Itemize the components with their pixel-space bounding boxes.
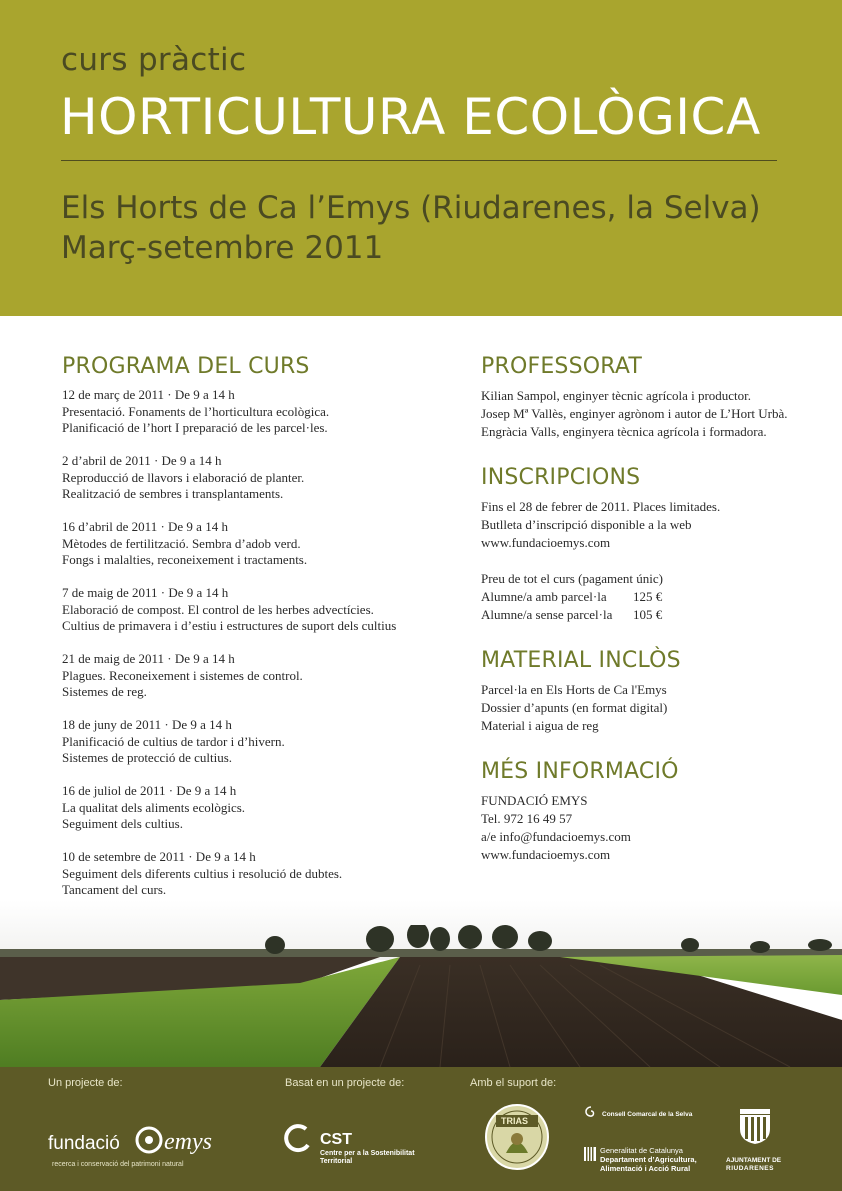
ajuntament-riudarenes-logo[interactable] [722, 1107, 792, 1177]
more-info-title: MÉS INFORMACIÓ [481, 759, 679, 784]
contact-website[interactable]: www.fundacioemys.com [481, 847, 611, 862]
price-value: 105 € [633, 607, 663, 622]
session-item [62, 453, 452, 503]
header-divider [61, 160, 777, 161]
consell-swirl-icon [582, 1105, 600, 1123]
session-date: 12 de març de 2011 · De 9 a 14 h [62, 387, 235, 402]
material-title: MATERIAL INCLÒS [481, 648, 681, 673]
session-line: La qualitat dels aliments ecològics. [62, 799, 246, 815]
session-list [62, 387, 452, 899]
ajuntament-line1: AJUNTAMENT DE [726, 1157, 782, 1164]
session-line: Plagues. Reconeixement i sistemes de control. [62, 667, 303, 683]
session-date: 21 de maig de 2011 · De 9 a 14 h [62, 651, 235, 666]
session-line: Elaboració de compost. El control de les herbes advectícies. [62, 601, 374, 617]
session-date: 10 de setembre de 2011 · De 9 a 14 h [62, 849, 256, 864]
header-band [0, 0, 842, 316]
website-link[interactable]: www.fundacioemys.com [481, 535, 611, 550]
trias-logo[interactable] [484, 1103, 550, 1171]
programa-section [62, 354, 452, 915]
generalitat-line1: Generalitat de Catalunya [600, 1146, 683, 1155]
material-section [481, 648, 811, 735]
footer-band [0, 1067, 842, 1191]
institutions-logos [582, 1105, 722, 1175]
emys-turtle-icon [134, 1125, 164, 1155]
course-subtitle: curs pràctic [61, 42, 247, 78]
fundacio-emys-logo[interactable] [48, 1125, 248, 1175]
session-line: Tancament del curs. [62, 882, 167, 897]
contact-phone[interactable]: Tel. 972 16 49 57 [481, 811, 573, 826]
session-item [62, 387, 452, 437]
session-line: Mètodes de fertilització. Sembra d’adob verd. [62, 535, 301, 551]
session-item [62, 717, 452, 767]
price-value: 125 € [633, 589, 663, 604]
inscripcions-section [481, 465, 811, 624]
cst-logo[interactable] [284, 1123, 434, 1163]
session-item [62, 585, 452, 635]
field-landscape-image [0, 925, 842, 1067]
session-item [62, 519, 452, 569]
price-label: Alumne/a sense parcel·la [481, 607, 613, 622]
ajuntament-line2: RIUDARENES [726, 1165, 774, 1172]
trias-badge-icon [484, 1103, 550, 1171]
teacher-line: Josep Mª Vallès, enginyer agrònom i autor de L’Hort Urbà. [481, 406, 788, 421]
contact-email[interactable]: a/e info@fundacioemys.com [481, 829, 631, 844]
inscripcions-title: INSCRIPCIONS [481, 465, 641, 490]
professorat-section [481, 354, 811, 441]
material-line: Material i aigua de reg [481, 718, 599, 733]
contact-org: FUNDACIÓ EMYS [481, 793, 588, 808]
session-line: Seguiment dels diferents cultius i resolució de dubtes. [62, 865, 343, 881]
cst-name: CST [320, 1131, 352, 1148]
generalitat-flag-icon [584, 1147, 596, 1161]
session-date: 7 de maig de 2011 · De 9 a 14 h [62, 585, 229, 600]
session-date: 16 d’abril de 2011 · De 9 a 14 h [62, 519, 228, 534]
label-basat: Basat en un projecte de: [285, 1077, 405, 1089]
teacher-line: Kilian Sampol, enginyer tècnic agrícola i productor. [481, 388, 752, 403]
inscription-line: Fins el 28 de febrer de 2011. Places limitades. [481, 499, 721, 514]
session-line: Seguiment dels cultius. [62, 816, 183, 831]
cst-line1: Centre per a la Sostenibilitat [320, 1150, 415, 1157]
price-row [481, 588, 811, 606]
label-projecte: Un projecte de: [48, 1077, 123, 1089]
info-column [481, 354, 811, 864]
session-line: Planificació de l’hort I preparació de les parcel·les. [62, 420, 328, 435]
cst-ring-icon [284, 1123, 314, 1153]
cst-line2: Territorial [320, 1158, 353, 1165]
course-title: HORTICULTURA ECOLÒGICA [60, 88, 761, 146]
price-label: Alumne/a amb parcel·la [481, 589, 607, 604]
session-line: Reproducció de llavors i elaboració de planter. [62, 469, 305, 485]
session-line: Sistemes de reg. [62, 684, 147, 699]
consell-comarcal-label: Consell Comarcal de la Selva [602, 1111, 693, 1118]
session-date: 18 de juny de 2011 · De 9 a 14 h [62, 717, 232, 732]
session-line: Sistemes de protecció de cultius. [62, 750, 233, 765]
course-dates: Març-setembre 2011 [61, 230, 384, 266]
material-line: Parcel·la en Els Horts de Ca l'Emys [481, 682, 667, 697]
riudarenes-shield-icon [738, 1107, 772, 1145]
session-item [62, 849, 452, 899]
inscription-line: Butlleta d’inscripció disponible a la web [481, 517, 692, 532]
session-item [62, 783, 452, 833]
session-line: Fongs i malalties, reconeixement i tractaments. [62, 552, 308, 567]
material-line: Dossier d’apunts (en format digital) [481, 700, 668, 715]
price-row [481, 606, 811, 624]
emys-word-emys: emys [164, 1129, 212, 1155]
session-item [62, 651, 452, 701]
session-line: Cultius de primavera i d’estiu i estructures de suport dels cultius [62, 618, 397, 633]
trias-name: TRIAS [501, 1116, 528, 1126]
programa-title: PROGRAMA DEL CURS [62, 354, 310, 379]
generalitat-line3: Alimentació i Acció Rural [600, 1164, 691, 1173]
professorat-title: PROFESSORAT [481, 354, 643, 379]
session-line: Realització de sembres i transplantaments. [62, 486, 284, 501]
session-date: 16 de juliol de 2011 · De 9 a 14 h [62, 783, 237, 798]
session-line: Presentació. Fonaments de l’horticultura ecològica. [62, 403, 330, 419]
price-title: Preu de tot el curs (pagament únic) [481, 571, 663, 586]
more-info-section [481, 759, 811, 864]
session-date: 2 d’abril de 2011 · De 9 a 14 h [62, 453, 222, 468]
teacher-line: Engràcia Valls, enginyera tècnica agrícola i formadora. [481, 424, 767, 439]
generalitat-line2: Departament d’Agricultura, [600, 1155, 697, 1164]
emys-tagline: recerca i conservació del patrimoni natural [52, 1161, 184, 1168]
label-suport: Amb el suport de: [470, 1077, 557, 1089]
emys-word-fundacio: fundació [48, 1133, 120, 1154]
course-location: Els Horts de Ca l’Emys (Riudarenes, la Selva) [61, 190, 761, 226]
session-line: Planificació de cultius de tardor i d’hivern. [62, 733, 285, 749]
